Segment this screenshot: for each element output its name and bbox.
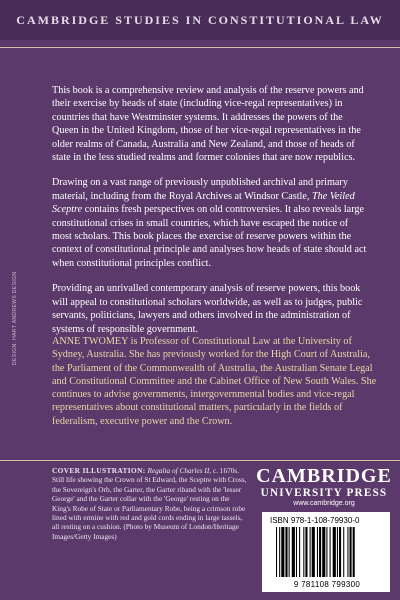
- author-bio: ANNE TWOMEY is Professor of Constitutional Law at the University of Sydney, Australia. She has previously worked for the High Court of Australia, the Parliament of the Commonwealth of Australia, the Australian Senate Legal and Constitutional Committee and the Cabinet Office of New South Wales. She continues to advise governments, intergovernmental bodies and vice-regal representatives about constitutional matters, particularly in the fields of federalism, executive power and the Crown.: [52, 336, 377, 427]
- blurb-paragraph-3: Providing an unrivalled contemporary analysis of reserve powers, this book will appeal to constitutional scholars worldwide, as well as to judges, public servants, politicians, lawyers and others involved in the administration of systems of responsible government.: [52, 283, 363, 335]
- isbn: ISBN 978-1-108-79930-0: [270, 516, 360, 525]
- cover-illustration-credit: COVER ILLUSTRATION: Regalia of Charles II, c. 1670s. Still life showing the Crown of St Edward, the Sceptre with Cross, the Sovereign's Orb, the Garter, the Garter riband with the 'lesser George' and the Garter collar with the 'George' resting on the King's Robe of State or Parliamentary Robe, being a crimson robe lined with ermine with red and gold cords ending in large tassels, all resting on a cushion. (Photo by Museum of London/Heritage Images/Getty Images): [52, 466, 247, 541]
- publisher-logo: [256, 466, 392, 507]
- publisher-press: UNIVERSITY PRESS: [260, 487, 388, 499]
- series-header: [0, 0, 400, 40]
- barcode-digits: 9 781108 799300: [293, 580, 361, 589]
- publisher-name: CAMBRIDGE: [256, 465, 392, 487]
- blurb-paragraph-2: Drawing on a vast range of previously unpublished archival and primary material, including from the Royal Archives at Windsor Castle, The Veiled Sceptre contains fresh perspectives on old controversies. It also reveals large constitutional crises in small countries, which have escaped the notice of most scholars. This book places the exercise of reserve powers within the context of constitutional principle and analyses how heads of state should act when constitutional principles conflict.: [52, 177, 367, 269]
- top-divider: [0, 47, 400, 48]
- blurb: [52, 84, 368, 348]
- design-credit: DESIGN: HART ANDREWS DESIGN: [12, 271, 18, 365]
- blurb-paragraph-1: This book is a comprehensive review and analysis of the reserve powers and their exercise by heads of state (including vice-regal representatives) in countries that have Westminster systems. It addresses the powers of the Queen in the United Kingdom, those of her vice-regal representatives in the older realms of Canada, Australia and New Zealand, and those of heads of state in the less studied realms and former colonies that are now republics.: [52, 85, 364, 164]
- bottom-divider: [0, 460, 400, 461]
- book-title: The Veiled Sceptre: [52, 190, 355, 216]
- publisher-url: www.cambridge.org: [293, 500, 355, 507]
- barcode-panel: [262, 512, 390, 592]
- series-title: CAMBRIDGE STUDIES IN CONSTITUTIONAL LAW: [16, 12, 384, 27]
- barcode-icon: [276, 527, 384, 577]
